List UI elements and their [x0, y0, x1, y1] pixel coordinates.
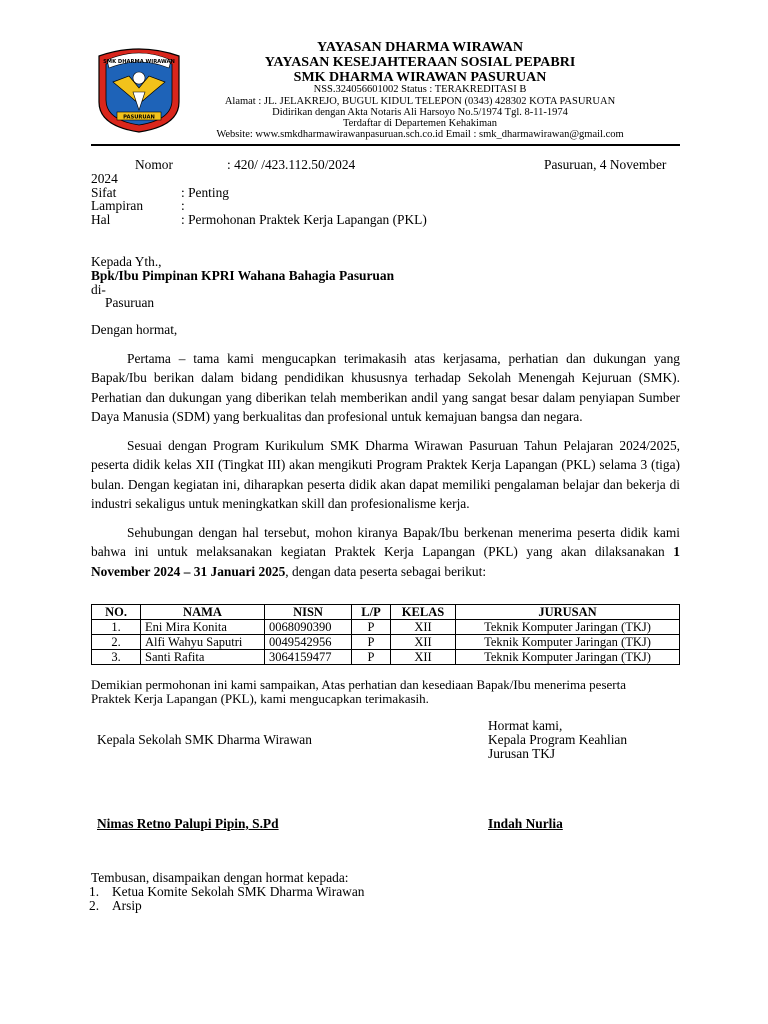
cell-jurusan: Teknik Komputer Jaringan (TKJ) — [456, 650, 680, 665]
table-row — [92, 620, 680, 635]
date-year: 2024 — [91, 171, 118, 186]
table-row — [92, 635, 680, 650]
logo-bottom-text: PASURUAN — [123, 114, 155, 121]
cell-lp: P — [352, 620, 391, 635]
cell-kelas: XII — [391, 620, 456, 635]
letterhead-organization: YAYASAN KESEJAHTERAAN SOSIAL PEPABRI — [264, 55, 576, 70]
cell-nisn: 0068090390 — [265, 620, 352, 635]
tembusan-item-1-num: 1. — [89, 884, 100, 899]
signature-left-title: Kepala Sekolah SMK Dharma Wirawan — [97, 732, 312, 747]
signature-right-line-3: Jurusan TKJ — [488, 746, 556, 761]
cell-kelas: XII — [391, 635, 456, 650]
tembusan-item-2-num: 2. — [89, 898, 100, 913]
place-date: Pasuruan, 4 November — [544, 157, 667, 172]
cell-nama: Santi Rafita — [141, 650, 265, 665]
cell-kelas: XII — [391, 650, 456, 665]
paragraph-3-start: Sehubungan dengan hal tersebut, mohon kiranya Bapak/Ibu berkenan menerima peserta didik kami bahwa ini untuk melaksanakan kegiatan Praktek Kerja Lapangan (PKL) yang akan dilaksanakan — [91, 525, 680, 560]
letterhead-foundation: YAYASAN DHARMA WIRAWAN — [317, 40, 523, 55]
header-lp: L/P — [352, 605, 391, 620]
letterhead-divider — [91, 144, 680, 146]
lampiran-value: : — [181, 198, 185, 213]
recipient-city: Pasuruan — [105, 295, 155, 310]
cell-jurusan: Teknik Komputer Jaringan (TKJ) — [456, 635, 680, 650]
cell-nama: Alfi Wahyu Saputri — [141, 635, 265, 650]
cell-no: 3. — [92, 650, 141, 665]
signature-right-line-2: Kepala Program Keahlian — [488, 732, 628, 747]
cell-nisn: 0049542956 — [265, 635, 352, 650]
school-logo-emblem — [93, 42, 185, 134]
letterhead-address: Alamat : JL. JELAKREJO, BUGUL KIDUL TELEPON (0343) 428302 KOTA PASURUAN — [224, 96, 616, 107]
paragraph-1: Pertama – tama kami mengucapkan terimakasih atas kerjasama, perhatian dan dukungan yang Bapak/Ibu berikan dalam bidang pendidikan khususnya terhadap Sekolah Menengah Kejuruan (SMK). Perhatian dan dukungan yang diberikan telah memberikan andil yang sangat besar dalam penyiapan Sumber Daya Manusia (SDM) yang berkualitas dan profesional untuk kemajuan bangsa dan negara. — [91, 351, 680, 425]
paragraph-2: Sesuai dengan Program Kurikulum SMK Dharma Wirawan Pasuruan Tahun Pelajaran 2024/2025, peserta didik kelas XII (Tingkat III) akan mengikuti Program Praktek Kerja Lapangan (PKL) selama 3 (tiga) bulan. Dengan kegiatan ini, diharapkan peserta didik akan dapat memiliki pengalaman belajar dan bekerja di industri sekaligus untuk meningkatkan skill dan profesionalisme kerja. — [91, 438, 680, 512]
signature-left-name: Nimas Retno Palupi Pipin, S.Pd — [97, 816, 279, 831]
table-header-row — [92, 605, 680, 620]
recipient-di: di- — [91, 282, 106, 297]
recipient-name: Bpk/Ibu Pimpinan KPRI Wahana Bahagia Pasuruan — [91, 268, 395, 283]
participants-table — [91, 604, 680, 665]
nomor-value: : 420/ /423.112.50/2024 — [227, 157, 356, 172]
nomor-label: Nomor — [135, 157, 173, 172]
lampiran-label: Lampiran — [91, 198, 144, 213]
tembusan-item-1: Ketua Komite Sekolah SMK Dharma Wirawan — [112, 884, 365, 899]
cell-no: 1. — [92, 620, 141, 635]
paragraph-3-end: , dengan data peserta sebagai berikut: — [285, 563, 487, 579]
cell-lp: P — [352, 635, 391, 650]
salutation: Dengan hormat, — [91, 322, 178, 337]
header-jurusan: JURUSAN — [456, 605, 680, 620]
sifat-label: Sifat — [91, 185, 117, 200]
tembusan-title: Tembusan, disampaikan dengan hormat kepada: — [91, 870, 349, 885]
header-nama: NAMA — [141, 605, 265, 620]
header-no: NO. — [92, 605, 141, 620]
letterhead-registered: Terdaftar di Departemen Kehakiman — [342, 118, 498, 129]
letterhead-school-name: SMK DHARMA WIRAWAN PASURUAN — [293, 70, 547, 85]
header-kelas: KELAS — [391, 605, 456, 620]
cell-jurusan: Teknik Komputer Jaringan (TKJ) — [456, 620, 680, 635]
letterhead-nss: NSS.324056601002 Status : TERAKREDITASI B — [313, 84, 527, 95]
tembusan-item-2: Arsip — [112, 898, 142, 913]
closing-line-2: Praktek Kerja Lapangan (PKL), kami mengucapkan terimakasih. — [91, 691, 429, 706]
school-logo — [93, 42, 185, 134]
header-nisn: NISN — [265, 605, 352, 620]
signature-right-name: Indah Nurlia — [488, 816, 563, 831]
closing-line-1: Demikian permohonan ini kami sampaikan, Atas perhatian dan kesediaan Bapak/Ibu menerima peserta — [91, 677, 626, 692]
letterhead-website: Website: www.smkdharmawirawanpasuruan.sch.co.id Email : smk_dharmawirawan@gmail.com — [216, 129, 624, 140]
paragraph-3 — [91, 523, 680, 581]
letterhead-founded: Didirikan dengan Akta Notaris Ali Harsoyo No.5/1974 Tgl. 8-11-1974 — [272, 107, 568, 118]
cell-nama: Eni Mira Konita — [141, 620, 265, 635]
cell-nisn: 3064159477 — [265, 650, 352, 665]
logo-top-text: SMK DHARMA WIRAWAN — [103, 59, 175, 65]
cell-no: 2. — [92, 635, 141, 650]
hal-value: : Permohonan Praktek Kerja Lapangan (PKL) — [181, 212, 427, 227]
sifat-value: : Penting — [181, 185, 229, 200]
cell-lp: P — [352, 650, 391, 665]
table-row — [92, 650, 680, 665]
signature-right-line-1: Hormat kami, — [488, 718, 563, 733]
pkl-period: 1 November 2024 – 31 Januari 2025 — [91, 544, 680, 579]
hal-label: Hal — [91, 212, 111, 227]
recipient-greeting: Kepada Yth., — [91, 254, 162, 269]
